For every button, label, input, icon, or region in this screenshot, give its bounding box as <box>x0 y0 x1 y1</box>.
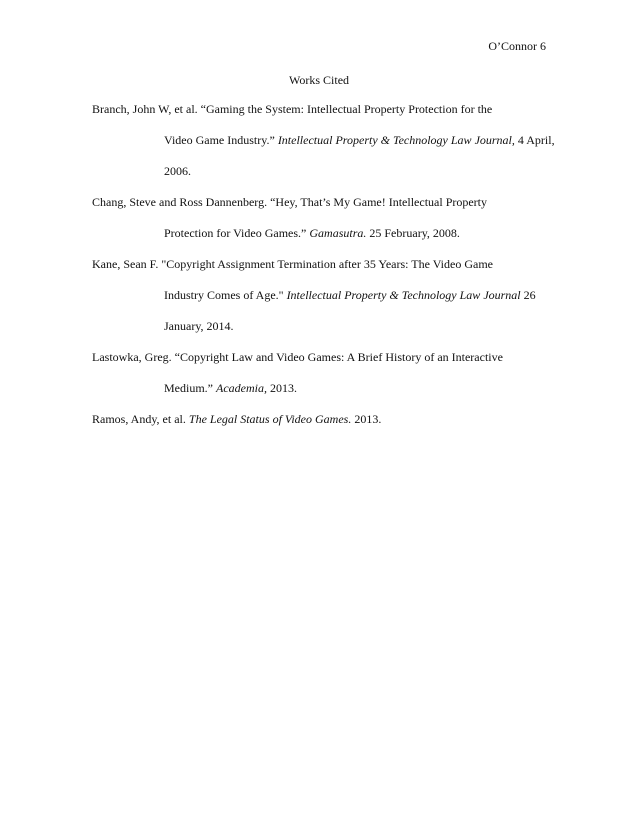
citation-text: 2013. <box>266 381 297 395</box>
citation-line <box>128 280 554 311</box>
citation-text: Lastowka, Greg. “Copyright Law and Video Games: A Brief History of an Interactive <box>92 350 503 364</box>
citation-entry <box>92 342 554 404</box>
citation-source-italic: Intellectual Property & Technology Law Journal <box>286 288 521 302</box>
citation-text: Medium.” <box>164 381 216 395</box>
citation-line <box>128 156 554 187</box>
citation-entry <box>92 94 554 187</box>
citation-entry <box>92 249 554 342</box>
citation-line <box>92 94 554 125</box>
citation-source-italic: Gamasutra. <box>309 226 367 240</box>
citation-line <box>92 187 554 218</box>
citation-entry <box>92 187 554 249</box>
citation-text: Protection for Video Games.” <box>164 226 310 240</box>
citation-line <box>92 342 554 373</box>
citation-source-italic: Academia, <box>216 381 267 395</box>
citation-text: 2006. <box>164 164 191 178</box>
citation-line <box>128 373 554 404</box>
citation-text: 25 February, 2008. <box>366 226 460 240</box>
citation-text: Branch, John W, et al. “Gaming the System: Intellectual Property Protection for the <box>92 102 493 116</box>
citation-text: Chang, Steve and Ross Dannenberg. “Hey, That’s My Game! Intellectual Property <box>92 195 488 209</box>
citation-text: January, 2014. <box>164 319 234 333</box>
citation-text: 4 April, <box>514 133 555 147</box>
citation-line <box>92 249 554 280</box>
citation-source-italic: The Legal Status of Video Games. <box>188 412 352 426</box>
citation-source-italic: Intellectual Property & Technology Law Journal, <box>277 133 515 147</box>
citation-line <box>128 311 554 342</box>
citation-line <box>92 404 554 435</box>
citation-text: Video Game Industry.” <box>164 133 278 147</box>
citation-text: Ramos, Andy, et al. <box>92 412 189 426</box>
citation-text: 2013. <box>351 412 382 426</box>
citation-line <box>128 125 554 156</box>
page-title: Works Cited <box>288 73 350 87</box>
citation-text: Industry Comes of Age." <box>164 288 287 302</box>
running-head: O’Connor 6 <box>488 39 546 53</box>
citation-text: Kane, Sean F. "Copyright Assignment Termination after 35 Years: The Video Game <box>92 257 493 271</box>
citation-entry <box>92 404 554 435</box>
citation-text: 26 <box>520 288 536 302</box>
citation-line <box>128 218 554 249</box>
works-cited-list <box>92 94 554 435</box>
